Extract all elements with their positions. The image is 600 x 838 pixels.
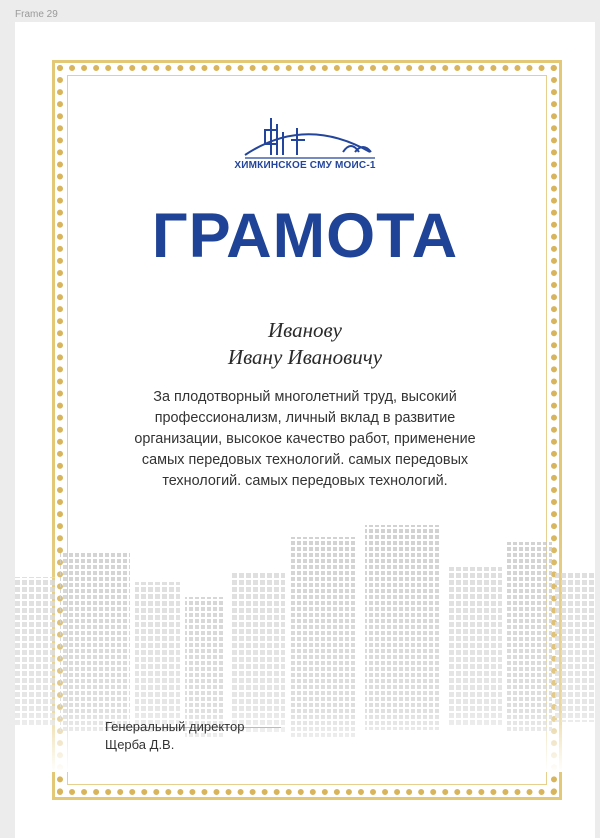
signatory-position: Генеральный директор (105, 719, 245, 734)
signatory-name: Щерба Д.В. (105, 737, 175, 752)
certificate-title: ГРАМОТА (151, 201, 459, 271)
city-skyline-illustration (15, 517, 595, 772)
recipient-given-names: Ивану Ивановичу (227, 345, 383, 369)
frame-label: Frame 29 (15, 9, 58, 20)
recipient-name (15, 317, 595, 371)
certificate-sheet (15, 22, 595, 838)
award-text: За плодотворный многолетний труд, высокий профессионализм, личный вклад в развитие организации, высокое качество работ, применение самых передовых технологий. самых передовых технологий. самых передовых технологий. (134, 389, 476, 489)
recipient-surname: Иванову (268, 318, 342, 342)
organization-name: ХИМКИНСКОЕ СМУ МОИС-1 (234, 160, 376, 171)
